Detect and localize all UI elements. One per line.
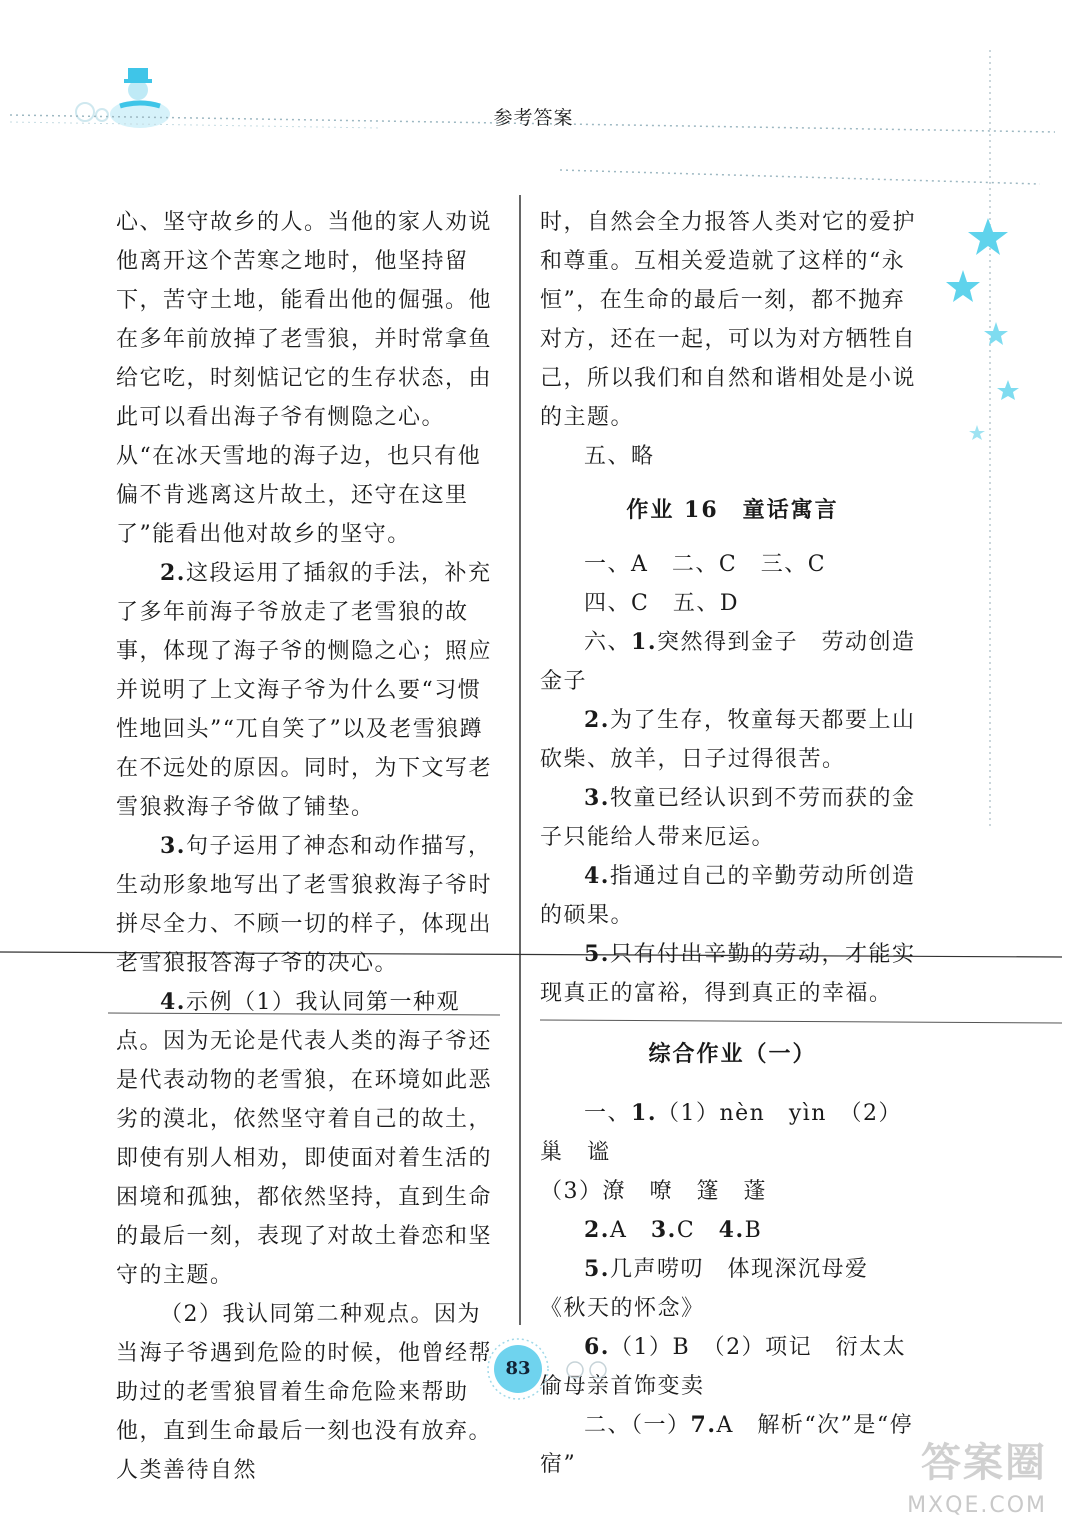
question-number: 2. xyxy=(584,1217,610,1243)
question-number: 6. xyxy=(584,1334,610,1360)
answer-text: 指通过自己的辛勤劳动所创造的硕果。 xyxy=(540,864,916,928)
answer-text: 为了生存，牧童每天都要上山砍柴、放羊，日子过得很苦。 xyxy=(540,708,916,772)
answer-paragraph xyxy=(540,701,925,779)
answer-paragraph xyxy=(540,857,925,935)
question-number: 2. xyxy=(160,560,186,586)
answer-text: （1）B （2）项记 衍太太 偷母亲首饰变卖 xyxy=(540,1335,930,1399)
question-number: 3. xyxy=(584,785,610,811)
answer-line xyxy=(540,1094,925,1172)
answer-text: C xyxy=(676,1218,719,1243)
question-number: 7. xyxy=(690,1412,717,1438)
answer-paragraph xyxy=(540,1250,925,1328)
question-number: 4. xyxy=(160,989,186,1015)
answer-text: B xyxy=(744,1218,763,1243)
answer-text: 示例（1）我认同第一种观点。因为无论是代表人类的海子爷还是代表动物的老雪狼，在环境如此恶劣的漠北，依然坚守着自己的故土，即使有别人相劝，即使面对着生活的困境和孤独，都依然坚持，直到生命的最后一刻，表现了对故土眷恋和坚守的主题。 xyxy=(116,990,493,1288)
page-number: 83 xyxy=(494,1345,542,1393)
question-number: 2. xyxy=(584,707,610,733)
answer-text: 句子运用了神态和动作描写，生动形象地写出了老雪狼救海子爷时拼尽全力、不顾一切的样子，体现出老雪狼报答海子爷的决心。 xyxy=(116,834,493,976)
answer-line: 一、A 二、C 三、C xyxy=(584,552,827,577)
answer-text: A 解析“次”是“停宿” xyxy=(540,1413,914,1477)
answer-line: （3）潦 嘹 篷 蓬 xyxy=(540,1179,767,1204)
answer-text: 突然得到金子 劳动创造金子 xyxy=(540,630,916,694)
answer-text: 这段运用了插叙的手法，补充了多年前海子爷放走了老雪狼的故事，体现了海子爷的恻隐之心；照应并说明了上文海子爷为什么要“习惯性地回头”“兀自笑了”以及老雪狼蹲在不远处的原因。同时，为下文写老雪狼救海子爷做了铺垫。 xyxy=(116,561,493,820)
section-title: 作业 16 童话寓言 xyxy=(626,497,839,523)
page-header-title: 参考答案 xyxy=(493,107,574,129)
left-column xyxy=(116,203,502,1490)
answer-text: 牧童已经认识到不劳而获的金子只能给人带来厄运。 xyxy=(540,786,916,850)
answer-text: A xyxy=(609,1218,651,1243)
question-number: 4. xyxy=(584,863,610,889)
right-column xyxy=(540,203,930,1484)
question-number: 1. xyxy=(631,1100,657,1126)
answer-line xyxy=(540,1406,925,1484)
answer-paragraph: （2）我认同第二种观点。因为当海子爷遇到危险的时候，他曾经帮助过的老雪狼冒着生命危险来帮助他，直到生命最后一刻也没有放弃。人类善待自然 xyxy=(116,1302,493,1483)
answer-paragraph xyxy=(116,554,502,827)
question-number: 4. xyxy=(718,1217,745,1243)
answer-paragraph xyxy=(540,623,925,701)
answer-line: 五、略 xyxy=(584,444,655,469)
answer-text: 六、 xyxy=(584,630,632,655)
section-title: 综合作业（一） xyxy=(648,1041,817,1067)
question-number: 3. xyxy=(650,1217,677,1243)
answer-text: 几声唠叨 体现深沉母爱 《秋天的怀念》 xyxy=(540,1257,892,1321)
answer-paragraph xyxy=(540,779,925,857)
question-number: 5. xyxy=(584,1256,610,1282)
answer-text: 一、 xyxy=(584,1101,632,1126)
answer-paragraph xyxy=(116,983,502,1295)
answer-paragraph xyxy=(540,935,925,1013)
answer-paragraph: 时，自然会全力报答人类对它的爱护和尊重。互相关爱造就了这样的“永恒”，在生命的最后一刻，都不抛弃对方，还在一起，可以为对方牺牲自己，所以我们和自然和谐相处是小说的主题。 xyxy=(540,210,917,430)
answer-line: 四、C 五、D xyxy=(584,591,739,616)
answer-line xyxy=(540,1211,925,1250)
answer-text: （1）nèn yìn （2）巢 谧 xyxy=(540,1101,902,1165)
answer-text: 二、（一） xyxy=(584,1413,691,1438)
answer-text: 只有付出辛勤的劳动，才能实现真正的富裕，得到真正的幸福。 xyxy=(540,942,916,1006)
question-number: 3. xyxy=(160,833,186,859)
question-number: 5. xyxy=(584,941,610,967)
answer-paragraph: 心、坚守故乡的人。当他的家人劝说他离开这个苦寒之地时，他坚持留下，苦守土地，能看出他的倔强。他在多年前放掉了老雪狼，并时常拿鱼给它吃，时刻惦记它的生存状态，由此可以看出海子爷有恻隐之心。从“在冰天雪地的海子边，也只有他偏不肯逃离这片故土，还守在这里了”能看出他对故乡的坚守。 xyxy=(116,210,493,547)
watermark-site: MXQE.COM xyxy=(907,1493,1047,1518)
answer-paragraph xyxy=(116,827,502,983)
watermark-logo: 答案圈 xyxy=(921,1440,1047,1486)
question-number: 1. xyxy=(631,629,657,655)
